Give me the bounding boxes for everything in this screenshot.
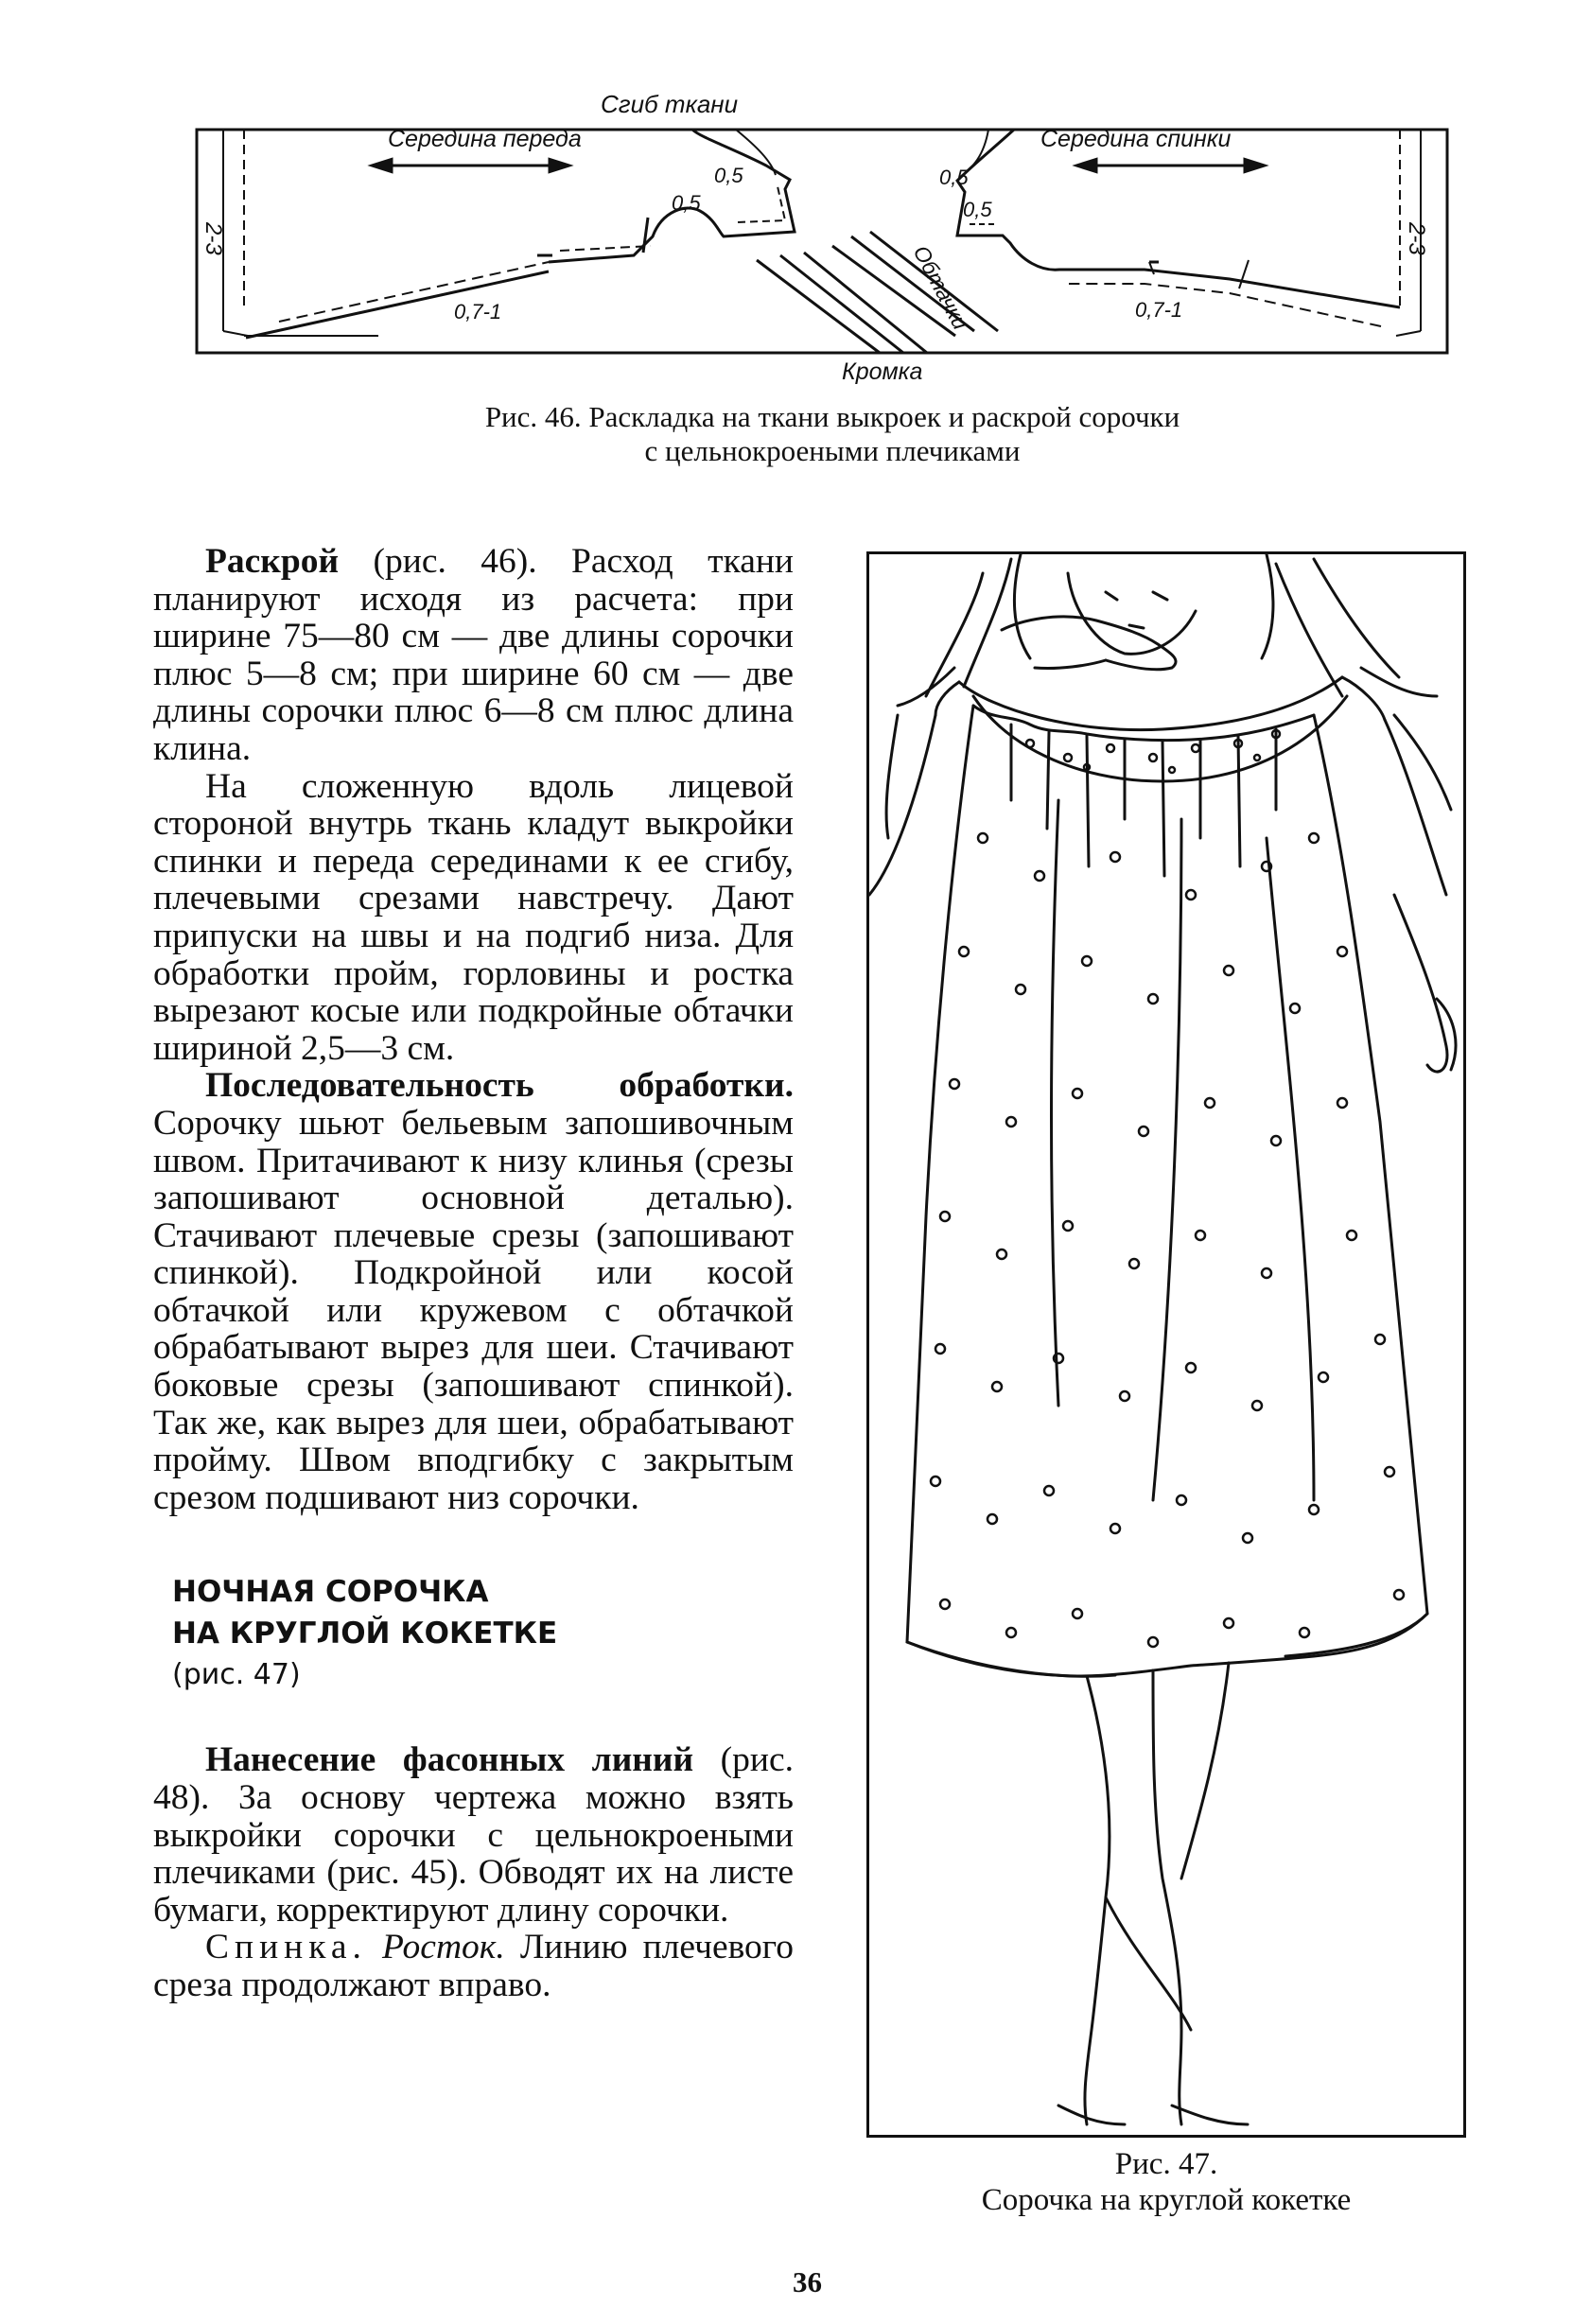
figure-46-caption-line1: Рис. 46. Раскладка на ткани выкроек и раскрой сорочки bbox=[484, 400, 1180, 433]
measure-2-3-right: 2-3 bbox=[1404, 222, 1429, 255]
measure-2-3-left: 2-3 bbox=[201, 222, 226, 255]
figure-46-caption bbox=[284, 400, 1381, 468]
paragraph-sequence-heading: Последовательность обработки. bbox=[205, 1066, 794, 1106]
measure-05-c: 0,5 bbox=[939, 166, 969, 189]
measure-05-a: 0,5 bbox=[714, 164, 743, 187]
paragraph-cutting-heading: Раскрой bbox=[205, 542, 340, 581]
paragraph-sequence bbox=[153, 1067, 794, 1516]
section-heading-line2: НА КРУГЛОЙ КОКЕТКЕ bbox=[172, 1616, 558, 1651]
measure-05-b: 0,5 bbox=[672, 191, 701, 215]
section-heading bbox=[172, 1571, 794, 1696]
section-heading-figure-ref: (рис. 47) bbox=[172, 1658, 301, 1692]
facings-label: Обтачки bbox=[908, 241, 973, 334]
nightgown-drawing bbox=[869, 554, 1463, 2135]
back-center-label: Середина спинки bbox=[1040, 126, 1232, 152]
figure-47-illustration bbox=[866, 551, 1466, 2138]
paragraph-style-lines-body: (рис. 48). За основу чертежа можно взять выкройки сорочки с цельнокроеными плечиками (рис. 45). Обводят их на листе бумаги, корректируют длину сорочки. bbox=[153, 1740, 794, 1930]
paragraph-back-body: Линию плечевого среза продолжают вправо. bbox=[153, 1928, 795, 2004]
section-heading-line1: НОЧНАЯ СОРОЧКА bbox=[172, 1575, 489, 1610]
paragraph-style-lines-heading: Нанесение фасонных линий bbox=[205, 1740, 694, 1780]
front-center-label: Середина переда bbox=[388, 126, 582, 152]
paragraph-cutting bbox=[153, 543, 794, 768]
paragraph-layout: На сложенную вдоль лицевой стороной внутрь ткань кладут выкройки спинки и переда серединами к ее сгибу, плечевыми срезами навстречу. Дают припуски на швы и на подгиб низа. Для обработки пройм, горловины и ростка вырезают косые или подкройные обтачки шириной 2,5—3 см. bbox=[153, 766, 794, 1068]
measure-07-1-left: 0,7-1 bbox=[454, 300, 502, 323]
fold-label: Сгиб ткани bbox=[601, 90, 739, 118]
paragraph-back-italic: Росток. bbox=[366, 1928, 505, 1967]
figure-47-caption bbox=[866, 2146, 1466, 2218]
measure-07-1-right: 0,7-1 bbox=[1135, 298, 1183, 322]
paragraph-back bbox=[153, 1929, 794, 2003]
paragraph-back-label: Спинка. bbox=[205, 1928, 367, 1967]
figure-46-caption-line2: с цельнокроеными плечиками bbox=[644, 434, 1021, 467]
page-number: 36 bbox=[793, 2265, 822, 2298]
measure-05-d: 0,5 bbox=[963, 198, 992, 221]
paragraph-style-lines bbox=[153, 1741, 794, 1929]
figure-47-caption-line2: Сорочка на круглой кокетке bbox=[981, 2183, 1352, 2217]
figure-47-caption-line1: Рис. 47. bbox=[1114, 2147, 1218, 2181]
figure-46-layout-diagram bbox=[189, 90, 1457, 393]
text-column bbox=[153, 543, 794, 2004]
selvage-label: Кромка bbox=[842, 358, 923, 385]
paragraph-cutting-body: (рис. 46). Расход ткани планируют исходя из расчета: при ширине 75—80 см — две длины сорочки плюс 5—8 см; при ширине 60 см — две длины сорочки плюс 6—8 см плюс длина клина. bbox=[153, 542, 794, 768]
paragraph-sequence-body: Сорочку шьют бельевым запошивочным швом. Притачивают к низу клинья (срезы запошивают основной деталью). Стачивают плечевые срезы (запошивают спинкой). Подкройной или косой обтачкой или кружевом с обтачкой обрабатывают вырез для шеи. Стачивают боковые срезы (запошивают спинкой). Так же, как вырез для шеи, обрабатывают пройму. Швом вподгибку с закрытым срезом подшивают низ сорочки. bbox=[153, 1103, 794, 1517]
